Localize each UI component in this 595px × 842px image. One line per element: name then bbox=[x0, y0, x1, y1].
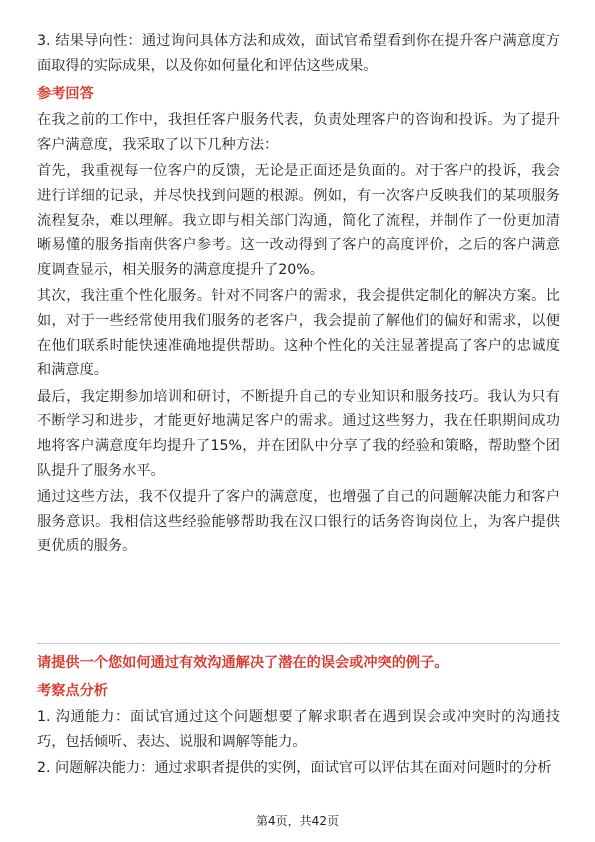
section-divider bbox=[37, 643, 560, 644]
page-number-footer: 第4页，共42页 bbox=[256, 814, 339, 828]
answer-paragraph-5: 通过这些方法，我不仅提升了客户的满意度，也增强了自己的问题解决能力和客户服务意识。我相信这些经验能够帮助我在汉口银行的话务咨询岗位上，为客户提供更优质的服务。 bbox=[37, 489, 560, 555]
answer-paragraph-4: 最后，我定期参加培训和研讨，不断提升自己的专业知识和服务技巧。我认为只有不断学习和进步，才能更好地满足客户的需求。通过这些努力，我在任职期间成功地将客户满意度年均提升了15%，并在团队中分享了我的经验和策略，帮助整个团队提升了服务水平。 bbox=[37, 388, 560, 479]
analysis-point-1: 1. 沟通能力：面试官通过这个问题想要了解求职者在遇到误会或冲突时的沟通技巧，包括倾听、表达、说服和调解等能力。 bbox=[37, 709, 560, 750]
page-content bbox=[37, 29, 560, 561]
analysis-heading: 考察点分析 bbox=[37, 683, 108, 699]
point-3-result-orientation: 3. 结果导向性：通过询问具体方法和成效，面试官希望看到你在提升客户满意度方面取得的实际成果，以及你如何量化和评估这些成果。 bbox=[37, 33, 560, 74]
answer-paragraph-2: 首先，我重视每一位客户的反馈，无论是正面还是负面的。对于客户的投诉，我会进行详细的记录，并尽快找到问题的根源。例如，有一次客户反映我们的某项服务流程复杂，难以理解。我立即与相关部门沟通，简化了流程，并制作了一份更加清晰易懂的服务指南供客户参考。这一改动得到了客户的高度评价，之后的客户满意度调查显示，相关服务的满意度提升了20%。 bbox=[37, 163, 560, 278]
next-question-section bbox=[37, 651, 560, 783]
answer-paragraph-1: 在我之前的工作中，我担任客户服务代表，负责处理客户的咨询和投诉。为了提升客户满意度，我采取了以下几种方法： bbox=[37, 112, 560, 153]
analysis-point-2: 2. 问题解决能力：通过求职者提供的实例，面试官可以评估其在面对问题时的分析 bbox=[37, 760, 552, 777]
answer-paragraph-3: 其次，我注重个性化服务。针对不同客户的需求，我会提供定制化的解决方案。比如，对于一些经常使用我们服务的老客户，我会提前了解他们的偏好和需求，以便在他们联系时能快速准确地提供帮助。这种个性化的关注显著提高了客户的忠诚度和满意度。 bbox=[37, 288, 560, 379]
interview-question: 请提供一个您如何通过有效沟通解决了潜在的误会或冲突的例子。 bbox=[37, 655, 449, 671]
reference-answer-heading: 参考回答 bbox=[37, 86, 94, 103]
